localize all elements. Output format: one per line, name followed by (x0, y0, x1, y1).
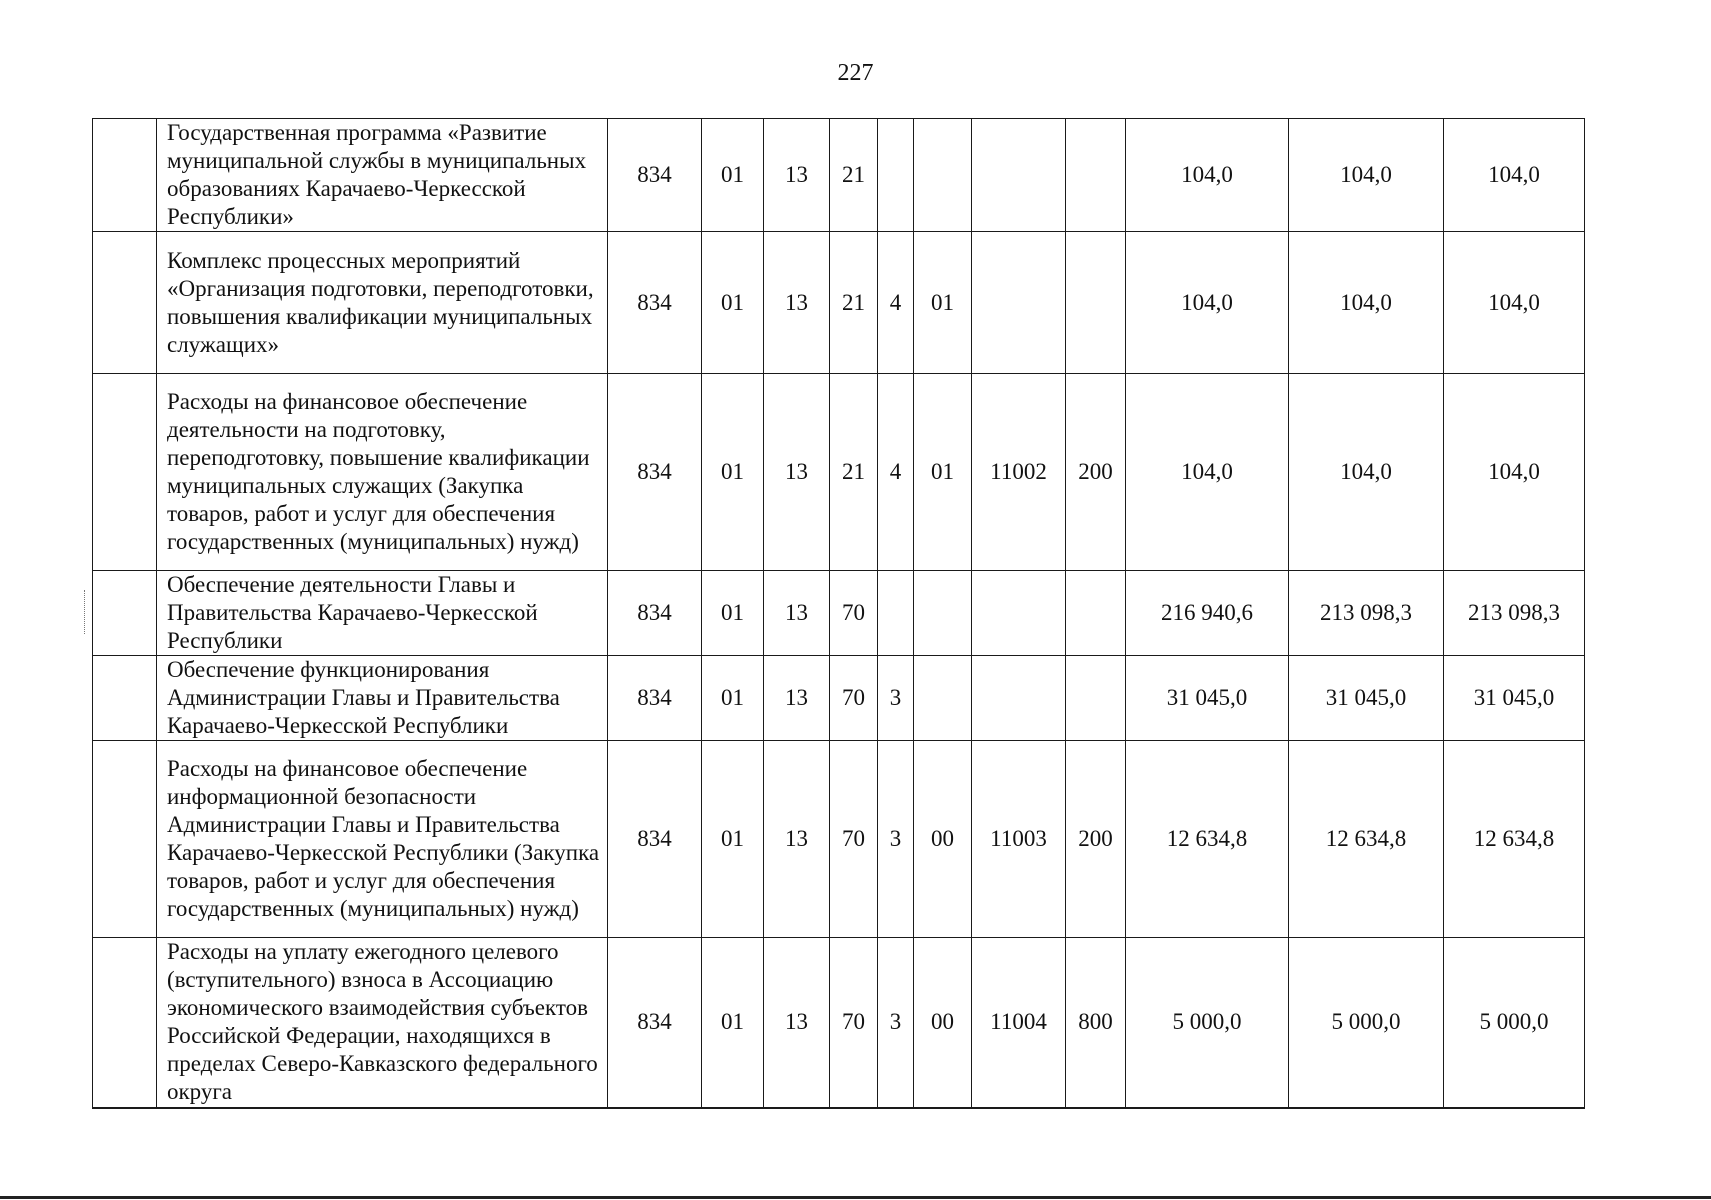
row-number-cell (93, 938, 157, 1108)
amount-year3-cell: 12 634,8 (1444, 741, 1585, 938)
amount-year3-cell: 104,0 (1444, 119, 1585, 232)
amount-year3-cell: 5 000,0 (1444, 938, 1585, 1108)
subsection-cell: 13 (764, 656, 830, 741)
amount-year1-cell: 104,0 (1126, 374, 1289, 571)
subprogram-cell: 01 (914, 232, 972, 374)
expense-type-cell: 800 (1066, 938, 1126, 1108)
page-number: 227 (837, 60, 874, 86)
direction-cell (972, 571, 1066, 656)
direction-cell: 11003 (972, 741, 1066, 938)
direction-cell (972, 119, 1066, 232)
section-cell: 01 (702, 374, 764, 571)
row-number-cell (93, 571, 157, 656)
amount-year2-cell: 104,0 (1289, 232, 1444, 374)
table-row (93, 938, 1585, 1108)
amount-year1-cell: 104,0 (1126, 232, 1289, 374)
program-cell: 70 (830, 938, 878, 1108)
type-cell: 4 (878, 232, 914, 374)
amount-year2-cell: 5 000,0 (1289, 938, 1444, 1108)
expense-type-cell: 200 (1066, 741, 1126, 938)
program-cell: 21 (830, 119, 878, 232)
table-row (93, 232, 1585, 374)
direction-cell: 11004 (972, 938, 1066, 1108)
description-cell: Комплекс процессных мероприятий «Организация подготовки, переподготовки, повышения квалификации муниципальных служащих» (157, 232, 608, 374)
scan-bottom-edge (0, 1196, 1711, 1199)
type-cell: 3 (878, 938, 914, 1108)
section-cell: 01 (702, 938, 764, 1108)
section-cell: 01 (702, 119, 764, 232)
direction-cell (972, 232, 1066, 374)
table-row (93, 571, 1585, 656)
description-cell: Обеспечение функционирования Администрации Главы и Правительства Карачаево-Черкесской Республики (157, 656, 608, 741)
type-cell (878, 571, 914, 656)
code-cell: 834 (608, 571, 702, 656)
code-cell: 834 (608, 374, 702, 571)
program-cell: 21 (830, 232, 878, 374)
subprogram-cell: 00 (914, 938, 972, 1108)
row-number-cell (93, 119, 157, 232)
row-number-cell (93, 374, 157, 571)
amount-year3-cell: 213 098,3 (1444, 571, 1585, 656)
expense-type-cell: 200 (1066, 374, 1126, 571)
description-cell: Расходы на финансовое обеспечение информационной безопасности Администрации Главы и Правительства Карачаево-Черкесской Республики (Закупка товаров, работ и услуг для обеспечения государственных (муниципальных) нужд) (157, 741, 608, 938)
budget-table (92, 118, 1585, 1109)
row-number-cell (93, 741, 157, 938)
code-cell: 834 (608, 232, 702, 374)
amount-year1-cell: 216 940,6 (1126, 571, 1289, 656)
subprogram-cell (914, 656, 972, 741)
section-cell: 01 (702, 571, 764, 656)
description-cell: Расходы на уплату ежегодного целевого (вступительного) взноса в Ассоциацию экономического взаимодействия субъектов Российской Федерации, находящихся в пределах Северо-Кавказского федерального округа (157, 938, 608, 1108)
type-cell: 4 (878, 374, 914, 571)
code-cell: 834 (608, 656, 702, 741)
code-cell: 834 (608, 119, 702, 232)
direction-cell: 11002 (972, 374, 1066, 571)
amount-year3-cell: 31 045,0 (1444, 656, 1585, 741)
subsection-cell: 13 (764, 741, 830, 938)
section-cell: 01 (702, 656, 764, 741)
section-cell: 01 (702, 232, 764, 374)
expense-type-cell (1066, 119, 1126, 232)
amount-year1-cell: 12 634,8 (1126, 741, 1289, 938)
program-cell: 70 (830, 571, 878, 656)
expense-type-cell (1066, 232, 1126, 374)
amount-year2-cell: 12 634,8 (1289, 741, 1444, 938)
program-cell: 70 (830, 741, 878, 938)
subsection-cell: 13 (764, 232, 830, 374)
scan-margin-mark (84, 590, 99, 634)
subprogram-cell (914, 571, 972, 656)
subsection-cell: 13 (764, 119, 830, 232)
subprogram-cell (914, 119, 972, 232)
amount-year2-cell: 104,0 (1289, 119, 1444, 232)
amount-year1-cell: 31 045,0 (1126, 656, 1289, 741)
amount-year3-cell: 104,0 (1444, 374, 1585, 571)
subprogram-cell: 00 (914, 741, 972, 938)
amount-year2-cell: 31 045,0 (1289, 656, 1444, 741)
expense-type-cell (1066, 571, 1126, 656)
program-cell: 70 (830, 656, 878, 741)
program-cell: 21 (830, 374, 878, 571)
type-cell (878, 119, 914, 232)
code-cell: 834 (608, 741, 702, 938)
table-row (93, 741, 1585, 938)
amount-year1-cell: 104,0 (1126, 119, 1289, 232)
expense-type-cell (1066, 656, 1126, 741)
amount-year2-cell: 104,0 (1289, 374, 1444, 571)
subsection-cell: 13 (764, 938, 830, 1108)
table-row (93, 119, 1585, 232)
amount-year2-cell: 213 098,3 (1289, 571, 1444, 656)
description-cell: Расходы на финансовое обеспечение деятельности на подготовку, переподготовку, повышение квалификации муниципальных служащих (Закупка товаров, работ и услуг для обеспечения государственных (муниципальных) нужд) (157, 374, 608, 571)
table-row (93, 656, 1585, 741)
row-number-cell (93, 232, 157, 374)
amount-year3-cell: 104,0 (1444, 232, 1585, 374)
direction-cell (972, 656, 1066, 741)
type-cell: 3 (878, 656, 914, 741)
subsection-cell: 13 (764, 374, 830, 571)
subprogram-cell: 01 (914, 374, 972, 571)
table-row (93, 374, 1585, 571)
code-cell: 834 (608, 938, 702, 1108)
description-cell: Государственная программа «Развитие муниципальной службы в муниципальных образованиях Карачаево-Черкесской Республики» (157, 119, 608, 232)
row-number-cell (93, 656, 157, 741)
section-cell: 01 (702, 741, 764, 938)
description-cell: Обеспечение деятельности Главы и Правительства Карачаево-Черкесской Республики (157, 571, 608, 656)
amount-year1-cell: 5 000,0 (1126, 938, 1289, 1108)
subsection-cell: 13 (764, 571, 830, 656)
type-cell: 3 (878, 741, 914, 938)
